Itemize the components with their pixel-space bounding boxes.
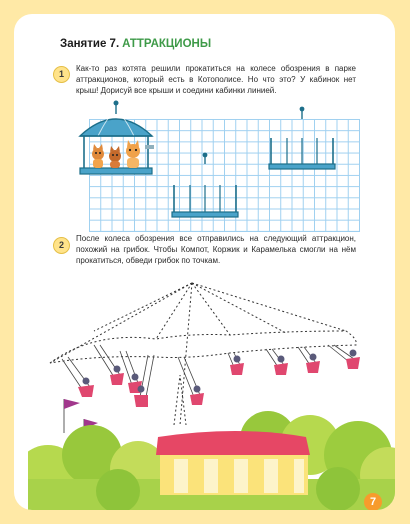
flag: [64, 399, 80, 433]
lesson-topic: АТТРАКЦИОНЫ: [122, 38, 212, 50]
cabin-without-roof: [172, 153, 238, 217]
swing-chair: [228, 353, 244, 375]
task-1-text: Как-то раз котята решили прокатиться на колесе обозрения в парке аттракционов, который есть в Котополисе. Но что это? У кабинок нет крыш! Дорисуй все крыши и соедини кабинки линией.: [76, 64, 356, 95]
lesson-label: Занятие 7.: [60, 38, 120, 50]
swing-chair: [328, 345, 360, 369]
kitten-figure: [92, 144, 104, 168]
task-1-number-badge: 1: [53, 66, 70, 83]
task-2-number-badge: 2: [53, 237, 70, 254]
swing-chair: [178, 357, 204, 405]
ferris-cabins: [14, 14, 395, 254]
cabin-with-roof: [80, 101, 154, 175]
page-number: 7: [364, 493, 382, 510]
kitten-figure: [109, 146, 121, 168]
carousel-dotted-outline: [50, 283, 356, 425]
swing-chair: [62, 357, 94, 397]
swing-chair: [94, 345, 124, 385]
carousel-scene[interactable]: [28, 279, 395, 510]
task-2-text: После колеса обозрения все отправились на следующий аттракцион, похожий на грибок. Чтобы Компот, Коржик и Карамелька смогли на нём прокатиться, обведи грибок по точкам.: [76, 234, 356, 265]
swing-chair: [298, 347, 320, 373]
swing-chair: [266, 349, 288, 375]
workbook-page: [14, 14, 395, 510]
cabin-without-roof: [269, 107, 335, 169]
kitten-figure: [126, 140, 140, 168]
